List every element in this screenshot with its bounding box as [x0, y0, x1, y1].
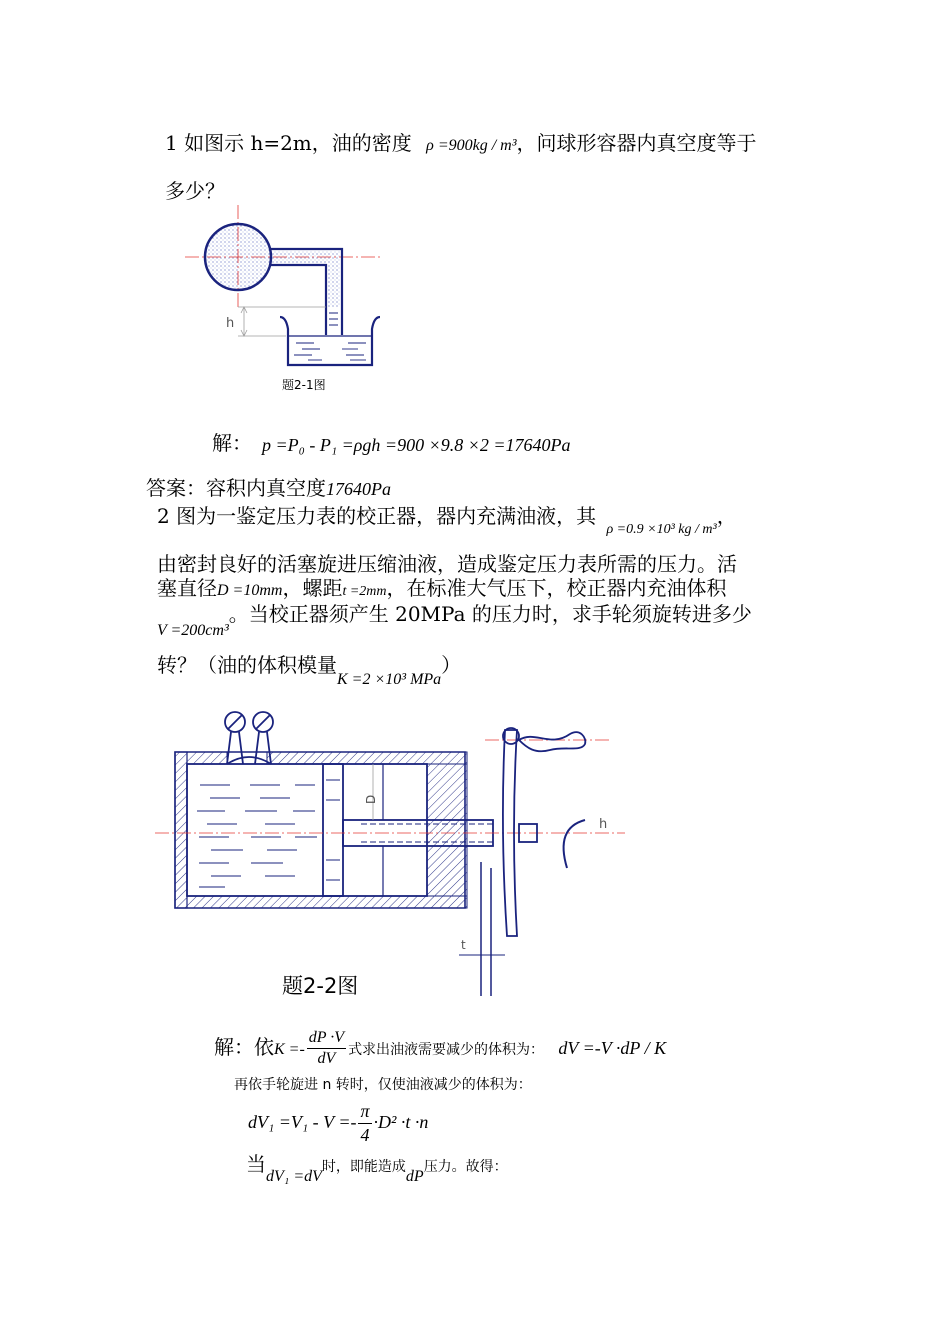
piston [323, 764, 343, 896]
q2-sol3-den: 4 [360, 1124, 370, 1145]
q2-sol4-a: 当 [246, 1152, 266, 1176]
q1-line2: 多少？ [165, 179, 225, 203]
q2-sol4-dp: dP [405, 1168, 424, 1185]
q2-solution-line4 [246, 1148, 508, 1185]
q2-line4 [157, 598, 752, 639]
q2-sol4-c: 压力。故得： [423, 1159, 508, 1175]
fig2-t-label: t [461, 938, 466, 952]
q2-sol-text: 式求出油液需要减少的体积为： [348, 1042, 545, 1058]
q2-sol3-a: dV₁ =V₁ - V =- [248, 1112, 357, 1132]
q2-pitch: t =2mm [342, 584, 387, 599]
fig2-h-label: h [599, 817, 608, 832]
q1-answer-value: 17640Pa [326, 479, 391, 499]
oil-basin [280, 317, 380, 365]
q2-diameter: D =10mm [217, 582, 283, 599]
pressure-gauges [225, 712, 273, 764]
q2-solution-line3 [248, 1100, 428, 1146]
q1-answer-label: 答案：容积内真空度 [146, 476, 326, 500]
q1-answer [146, 472, 391, 501]
q2-sol4-b: 时，即能造成 [321, 1159, 406, 1175]
q2-sol-k: K =- [274, 1041, 305, 1058]
q2-line1-b: ， [716, 504, 737, 528]
q2-volume: V =200cm³ [157, 622, 229, 639]
q2-density: ρ =0.9 ×10³ kg / m³ [606, 522, 717, 537]
q2-sol-fraction [307, 1028, 346, 1069]
fig2-caption: 题2-2图 [282, 974, 359, 998]
fig1-caption: 题2-1图 [282, 378, 326, 392]
q1-density: ρ =900kg / m³ [426, 137, 517, 154]
q2-line4-a: 。当校正器须产生 20MPa 的压力时，求手轮须旋转进多少 [228, 602, 752, 626]
fig1-h-label: h [226, 316, 235, 331]
q2-solution-line2: 再依手轮旋进 n 转时，仅使油液减少的体积为： [234, 1077, 532, 1093]
fig2-D-label: D [364, 794, 378, 804]
q2-line3 [157, 572, 727, 601]
figure-2-1 [180, 205, 380, 405]
q1-text-a: 1 如图示 h=2m，油的密度 [165, 131, 412, 155]
q2-line3-b: ，螺距 [282, 576, 343, 600]
sphere-container [205, 224, 271, 290]
q2-line3-a: 塞直径 [157, 576, 217, 600]
q2-sol-num: dP ·V [307, 1028, 346, 1049]
q2-sol-dv: dV =-V ·dP / K [558, 1038, 667, 1058]
q2-sol3-b: ·D² ·t ·n [373, 1112, 429, 1132]
q2-sol4-eq: dV₁ =dV [266, 1168, 322, 1185]
q2-line5-b: ） [441, 653, 462, 677]
q1-solution-formula: p =P₀ - P₁ =ρgh =900 ×9.8 ×2 =17640Pa [262, 435, 571, 455]
q2-line1-a: 2 图为一鉴定压力表的校正器，器内充满油液，其 [157, 504, 597, 528]
q2-line5-a: 转？（油的体积模量 [157, 653, 337, 677]
q2-sol3-num: π [358, 1100, 371, 1124]
q2-solution-line1 [214, 1028, 666, 1069]
q1-line1 [165, 127, 757, 156]
q2-bulk-modulus: K =2 ×10³ MPa [337, 671, 442, 688]
q1-text-b: ，问球形容器内真空度等于 [516, 131, 757, 155]
q2-sol-label: 解：依 [214, 1035, 274, 1059]
q2-sol-den: dV [317, 1050, 336, 1067]
q2-sol3-fraction [358, 1100, 371, 1146]
figure-2-2 [155, 700, 625, 1000]
q1-solution-label: 解： [212, 431, 252, 455]
q2-line2: 由密封良好的活塞旋进压缩油液，造成鉴定压力表所需的压力。活 [157, 552, 737, 576]
q2-line3-c: ，在标准大气压下，校正器内充油体积 [386, 576, 727, 600]
